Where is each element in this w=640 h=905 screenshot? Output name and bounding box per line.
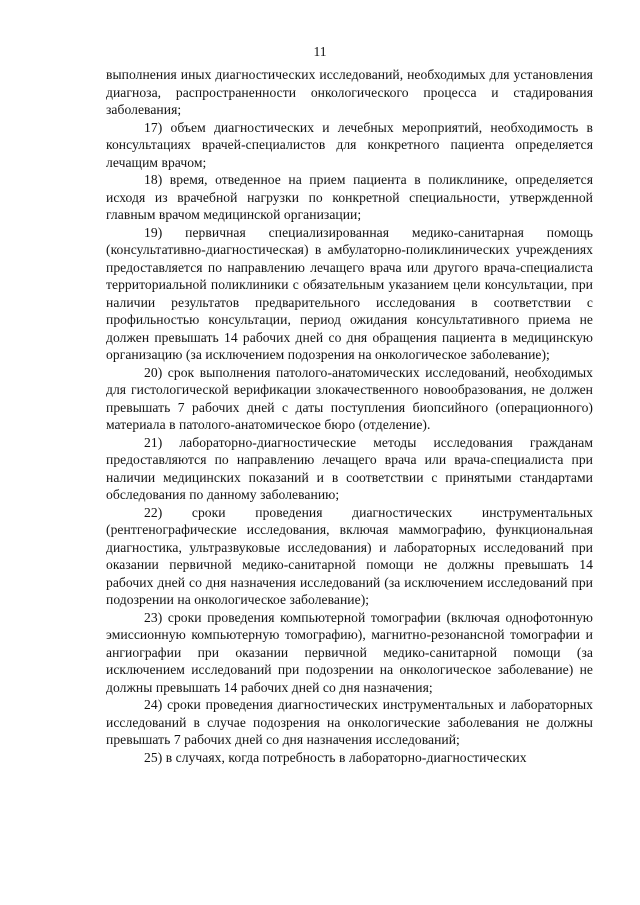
paragraph-item-25: 25) в случаях, когда потребность в лабораторно-диагностических	[144, 749, 527, 765]
paragraph-item-20: 20) срок выполнения патолого-анатомических исследований, необходимых для гистологической верификации злокачественного новообразования, не должен превышать 7 рабочих дней с даты поступления биопсийного (операционного) материала в патолого-анатомическое бюро (отделение).	[106, 364, 593, 432]
paragraph-item-22: 22) сроки проведения диагностических инструментальных (рентгенографические исследования, включая маммографию, функциональная диагностика, ультразвуковые исследования) и лабораторных исследований при оказании первичной медико-санитарной помощи не должны превышать 14 рабочих дней со дня назначения исследований (за исключением исследований при подозрении на онкологическое заболевание);	[106, 504, 593, 607]
paragraph-item-23: 23) сроки проведения компьютерной томографии (включая однофотонную эмиссионную компьютерную томографию), магнитно-резонансной томографии и ангиографии при оказании первичной медико-санитарной помощи (за исключением исследований при подозрении на онкологическое заболевание) не должны превышать 14 рабочих дней со дня назначения;	[106, 609, 593, 695]
paragraph-item-21: 21) лабораторно-диагностические методы исследования гражданам предоставляются по направлению лечащего врача или врача-специалиста при наличии медицинских показаний и в соответствии с принятыми стандартами обследования по данному заболеванию;	[106, 434, 593, 502]
paragraph-item-19: 19) первичная специализированная медико-санитарная помощь (консультативно-диагностическая) в амбулаторно-поликлинических учреждениях предоставляется по направлению лечащего врача или другого врача-специалиста территориальной поликлиники с обязательным указанием цели консультации, при наличии результатов предварительного исследования в соответствии с профильностью консультации, период ожидания консультативного приема не должен превышать 14 рабочих дней со дня обращения пациента в медицинскую организацию (за исключением подозрения на онкологическое заболевание);	[106, 224, 593, 362]
paragraph-item-18: 18) время, отведенное на прием пациента в поликлинике, определяется исходя из врачебной нагрузки по конкретной специальности, утвержденной главным врачом медицинской организации;	[106, 172, 593, 222]
page-number: 11	[313, 44, 327, 59]
paragraph-item-24: 24) сроки проведения диагностических инструментальных и лабораторных исследований в случае подозрения на онкологические заболевания не должны превышать 7 рабочих дней со дня назначения исследований;	[106, 697, 593, 747]
document-body	[106, 66, 593, 766]
paragraph-continuation: выполнения иных диагностических исследований, необходимых для установления диагноза, распространенности онкологического процесса и стадирования заболевания;	[106, 67, 593, 117]
paragraph-item-17: 17) объем диагностических и лечебных мероприятий, необходимость в консультациях врачей-специалистов для конкретного пациента определяется лечащим врачом;	[106, 119, 593, 170]
